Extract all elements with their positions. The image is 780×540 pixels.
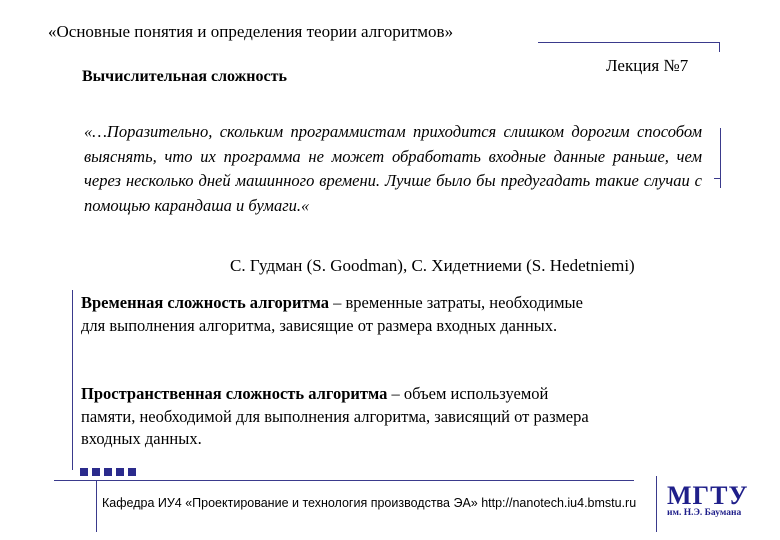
quote-side-bar bbox=[720, 128, 721, 188]
quote-author: С. Гудман (S. Goodman), С. Хидетниеми (S. Hedetniemi) bbox=[230, 256, 635, 275]
title-divider-tick bbox=[719, 42, 720, 52]
definition-text: – объем используемой памяти, необходимой для выполнения алгоритма, зависящий от размера входных данных. bbox=[81, 384, 589, 448]
definition-space-complexity bbox=[81, 383, 601, 451]
lecture-number: Лекция №7 bbox=[606, 56, 689, 75]
definitions-side-bar bbox=[72, 290, 73, 470]
logo-divider bbox=[656, 476, 657, 532]
topic-title: Вычислительная сложность bbox=[82, 68, 287, 85]
footer-side-bar bbox=[96, 480, 97, 532]
definition-term: Временная сложность алгоритма bbox=[81, 293, 329, 312]
dot bbox=[92, 468, 100, 476]
definition-term: Пространственная сложность алгоритма bbox=[81, 384, 388, 403]
footer-divider bbox=[54, 480, 634, 481]
dot bbox=[116, 468, 124, 476]
footer-department: Кафедра ИУ4 «Проектирование и технология производства ЭА» http://nanotech.iu4.bmstu.ru bbox=[102, 496, 637, 510]
title-divider bbox=[538, 42, 720, 43]
decorative-dots bbox=[80, 468, 136, 476]
definition-text: – временные затраты, необходимые для выполнения алгоритма, зависящие от размера входных данных. bbox=[81, 293, 583, 335]
quote-side-bar-tick bbox=[714, 178, 721, 179]
quote-text: «…Поразительно, скольким программистам приходится слишком дорогим способом выяснять, что их программа не может обработать входные данные раньше, чем через несколько дней машинного времени. Лучше было бы предугадать такие случаи с помощью карандаша и бумаги.« bbox=[84, 122, 702, 215]
course-title: «Основные понятия и определения теории алгоритмов» bbox=[48, 22, 454, 41]
university-logo-subtitle: им. Н.Э. Баумана bbox=[667, 508, 742, 518]
definition-time-complexity bbox=[81, 292, 601, 337]
dot bbox=[128, 468, 136, 476]
dot bbox=[104, 468, 112, 476]
university-logo: МГТУ bbox=[667, 481, 749, 510]
dot bbox=[80, 468, 88, 476]
